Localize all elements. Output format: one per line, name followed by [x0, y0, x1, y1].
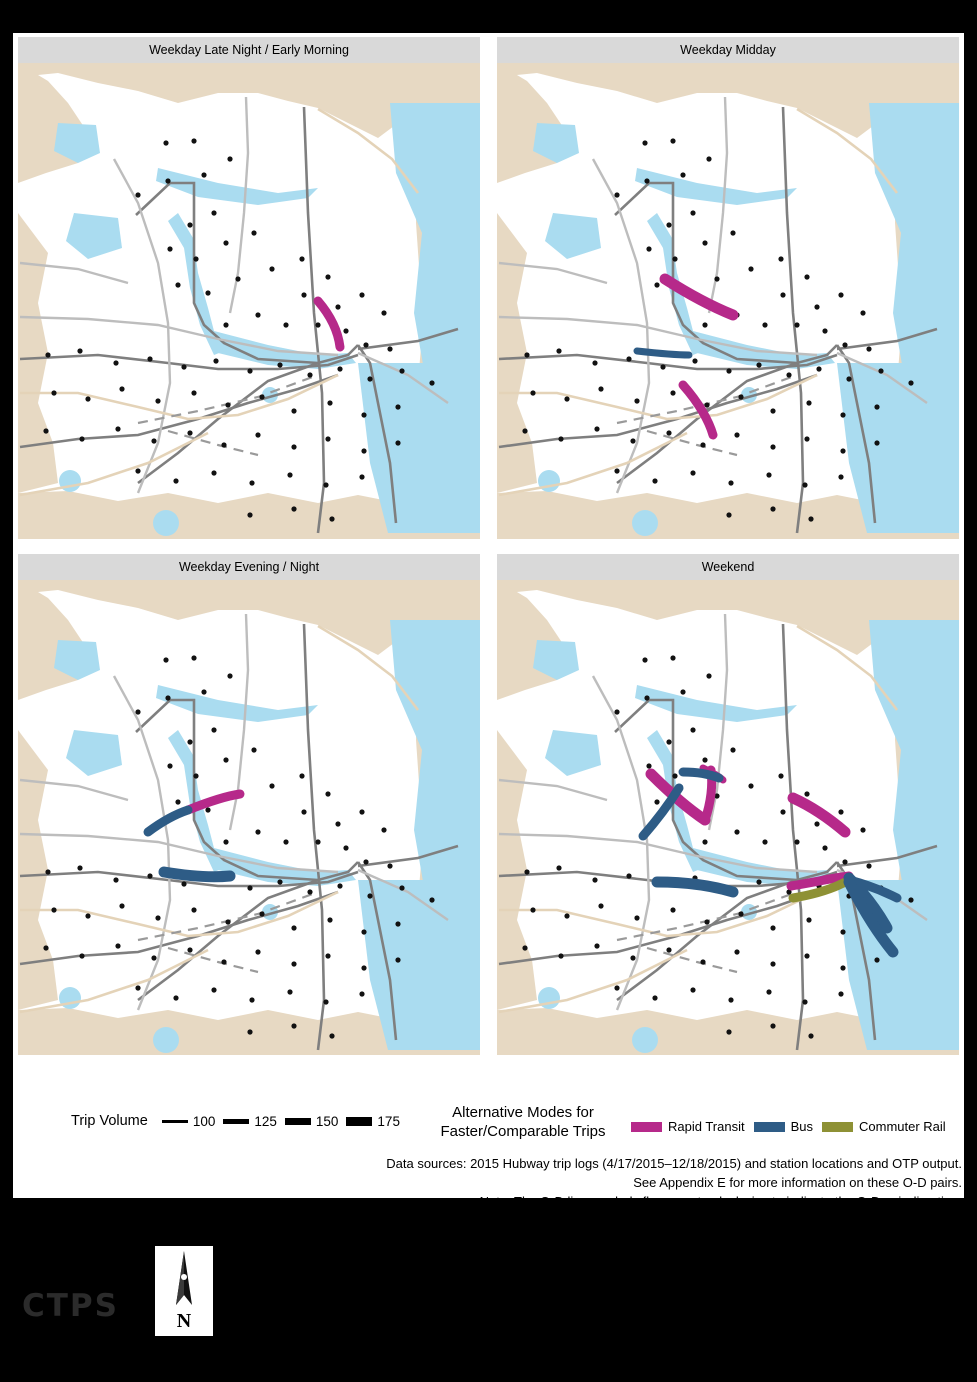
alternative-modes-title-line2: Faster/Comparable Trips	[440, 1123, 606, 1141]
alternative-modes-title	[423, 1103, 623, 1141]
panel-title: Weekend	[497, 554, 959, 580]
basemap-layer	[497, 580, 959, 1056]
trip-volume-value: 150	[315, 1113, 339, 1129]
map-panel-weekday-late-night[interactable]	[18, 37, 480, 539]
trip-volume-item-150	[285, 1114, 339, 1129]
map-figure	[13, 33, 964, 1198]
map-panel-weekend[interactable]	[497, 554, 959, 1056]
mode-item-rapid-transit	[631, 1119, 745, 1134]
basemap-layer	[18, 63, 480, 539]
basemap-layer	[18, 580, 480, 1056]
mode-label: Commuter Rail	[859, 1119, 946, 1134]
trip-volume-swatch	[346, 1117, 372, 1126]
north-arrow-icon	[156, 1247, 212, 1317]
mode-item-commuter-rail	[822, 1119, 946, 1134]
bus-swatch	[754, 1122, 785, 1132]
trip-volume-item-100	[162, 1114, 216, 1129]
figure-legend	[13, 1055, 964, 1198]
trip-volume-swatch	[223, 1119, 249, 1124]
mode-legend	[631, 1119, 946, 1134]
map-panel-weekday-midday[interactable]	[497, 37, 959, 539]
rapid-transit-swatch	[631, 1122, 662, 1132]
panel-map-canvas[interactable]	[497, 580, 959, 1056]
trip-volume-item-175	[346, 1114, 400, 1129]
trip-volume-swatch	[285, 1118, 311, 1125]
trip-volume-value: 175	[377, 1113, 400, 1129]
panel-title: Weekday Midday	[497, 37, 959, 63]
mode-label: Bus	[790, 1119, 813, 1134]
basemap-layer	[497, 63, 959, 539]
north-arrow-label: N	[176, 1310, 192, 1332]
panel-map-canvas[interactable]	[497, 63, 959, 539]
panel-title: Weekday Evening / Night	[18, 554, 480, 580]
trip-volume-swatch	[162, 1120, 188, 1123]
map-panel-grid	[13, 33, 964, 1055]
mode-item-bus	[754, 1119, 813, 1134]
source-note-line: Data sources: 2015 Hubway trip logs (4/17/2015–12/18/2015) and station locations and OTP output.	[386, 1156, 962, 1171]
trip-volume-value: 125	[254, 1113, 277, 1129]
source-note-line: See Appendix E for more information on these O-D pairs.	[633, 1174, 962, 1190]
trip-volume-item-125	[223, 1114, 277, 1129]
commuter-rail-swatch	[822, 1122, 853, 1132]
alternative-modes-title-line1: Alternative Modes for	[452, 1104, 594, 1121]
panel-title: Weekday Late Night / Early Morning	[18, 37, 480, 63]
trip-volume-value: 100	[192, 1113, 216, 1129]
map-panel-weekday-evening[interactable]	[18, 554, 480, 1056]
organization-logo: CTPS	[22, 1288, 119, 1324]
mode-label: Rapid Transit	[668, 1119, 745, 1134]
figure-footer	[0, 1198, 977, 1382]
trip-volume-legend	[71, 1113, 400, 1129]
panel-map-canvas[interactable]	[18, 63, 480, 539]
trip-volume-label: Trip Volume	[71, 1113, 148, 1129]
panel-map-canvas[interactable]	[18, 580, 480, 1056]
north-arrow	[155, 1246, 213, 1336]
